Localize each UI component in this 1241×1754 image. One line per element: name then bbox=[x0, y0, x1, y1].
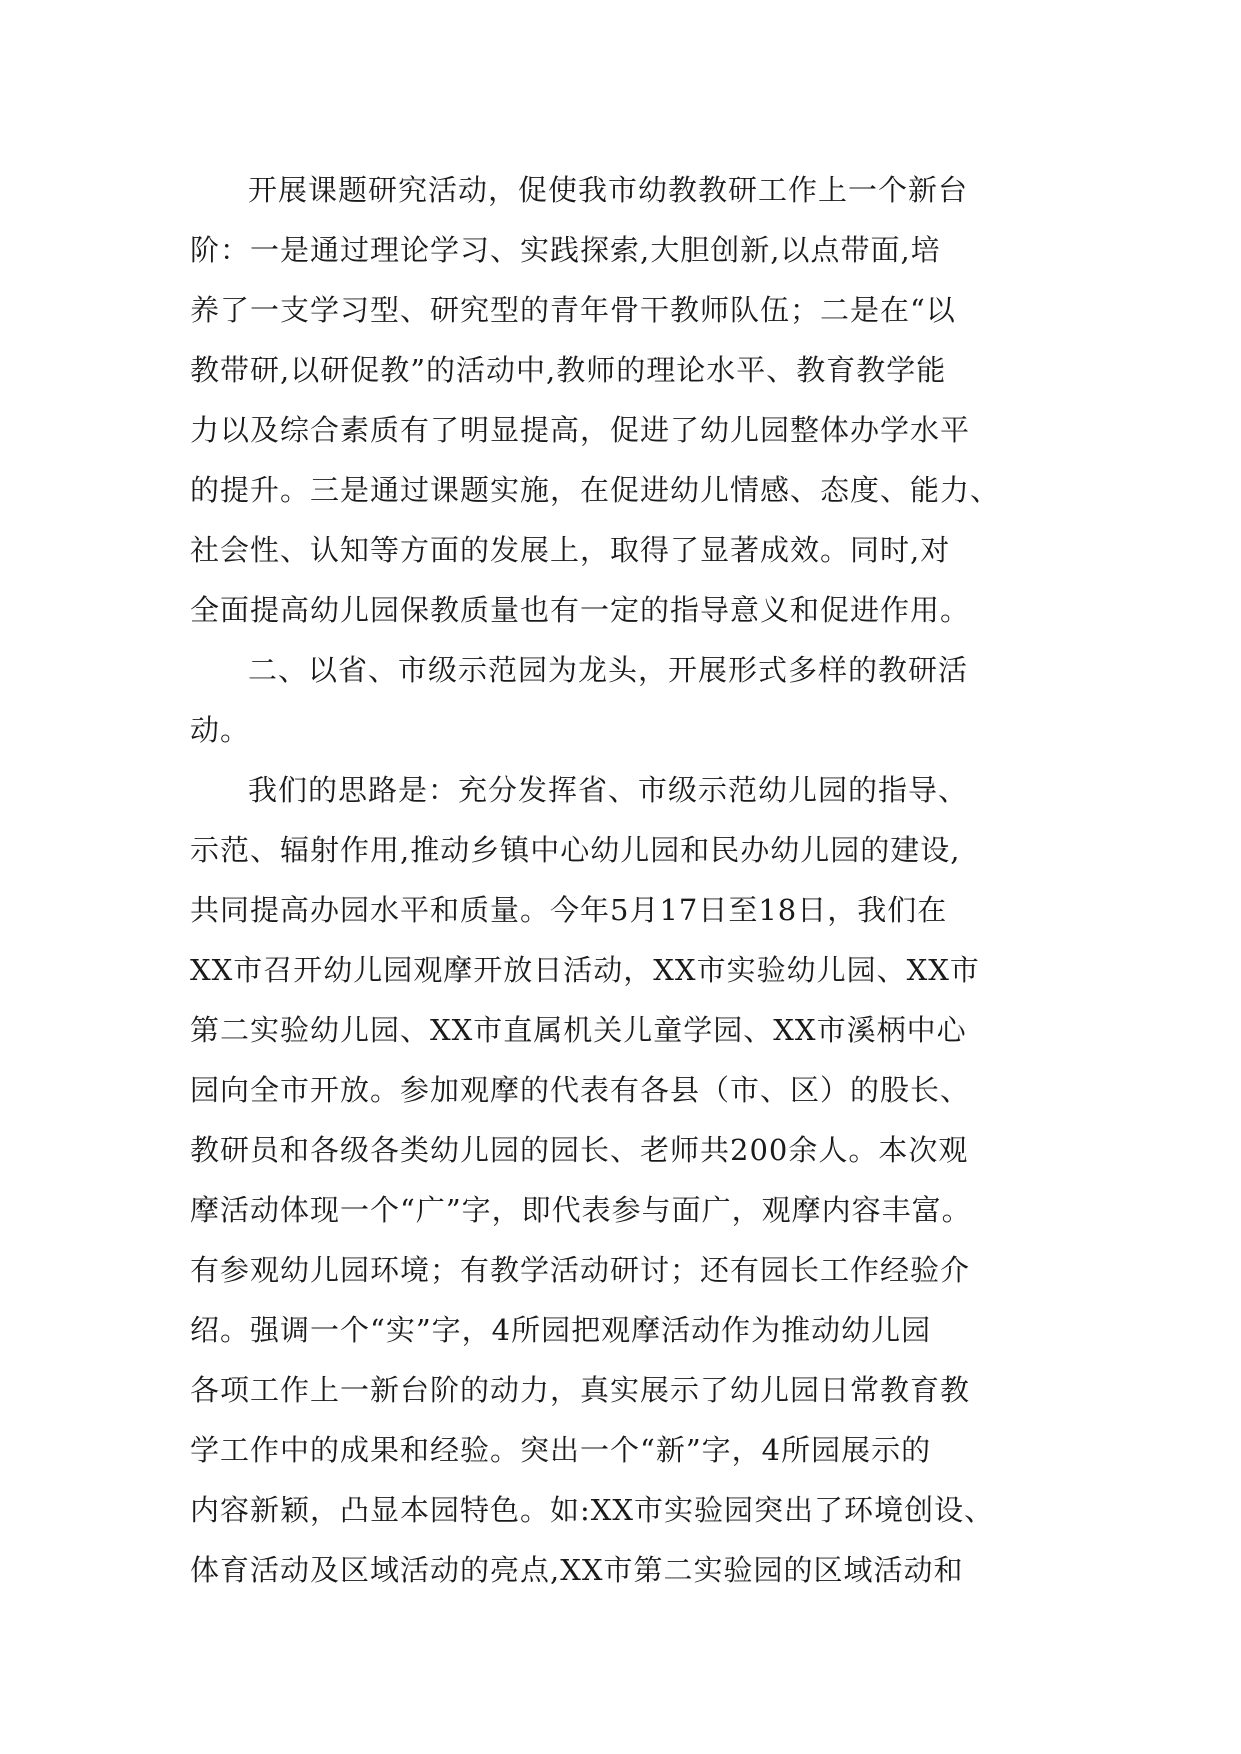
section-heading-continued: 动。 bbox=[190, 713, 251, 747]
text-line: 园向全市开放。参加观摩的代表有各县（市、区）的股长、 bbox=[190, 1073, 971, 1107]
text-line: 阶：一是通过理论学习、实践探索,大胆创新,以点带面,培 bbox=[190, 233, 941, 267]
text-line: 养了一支学习型、研究型的青年骨干教师队伍；二是在“以 bbox=[190, 293, 956, 327]
text-line: 第二实验幼儿园、XX市直属机关儿童学园、XX市溪柄中心 bbox=[190, 1013, 967, 1047]
text-line: 教研员和各级各类幼儿园的园长、老师共200余人。本次观 bbox=[190, 1133, 969, 1167]
text-line: 的提升。三是通过课题实施，在促进幼儿情感、态度、能力、 bbox=[190, 473, 1001, 507]
section-heading: 二、以省、市级示范园为龙头，开展形式多样的教研活 bbox=[248, 653, 969, 687]
text-line: 有参观幼儿园环境；有教学活动研讨；还有园长工作经验介 bbox=[190, 1253, 971, 1287]
text-line: XX市召开幼儿园观摩开放日活动，XX市实验幼儿园、XX市 bbox=[190, 953, 980, 987]
text-line: 示范、辐射作用,推动乡镇中心幼儿园和民办幼儿园的建设, bbox=[190, 833, 961, 867]
body-text bbox=[190, 160, 1070, 1600]
text-line: 全面提高幼儿园保教质量也有一定的指导意义和促进作用。 bbox=[190, 593, 971, 627]
text-line: 摩活动体现一个“广”字，即代表参与面广，观摩内容丰富。 bbox=[190, 1193, 972, 1227]
text-line: 各项工作上一新台阶的动力，真实展示了幼儿园日常教育教 bbox=[190, 1373, 971, 1407]
text-line: 我们的思路是：充分发挥省、市级示范幼儿园的指导、 bbox=[248, 773, 969, 807]
text-line: 力以及综合素质有了明显提高，促进了幼儿园整体办学水平 bbox=[190, 413, 971, 447]
text-line: 体育活动及区域活动的亮点,XX市第二实验园的区域活动和 bbox=[190, 1553, 964, 1587]
text-line: 社会性、认知等方面的发展上，取得了显著成效。同时,对 bbox=[190, 533, 951, 567]
text-line: 共同提高办园水平和质量。今年5月17日至18日，我们在 bbox=[190, 893, 948, 927]
text-line: 教带研,以研促教”的活动中,教师的理论水平、教育教学能 bbox=[190, 353, 947, 387]
text-line: 绍。强调一个“实”字，4所园把观摩活动作为推动幼儿园 bbox=[190, 1313, 932, 1347]
text-line: 开展课题研究活动，促使我市幼教教研工作上一个新台 bbox=[248, 173, 969, 207]
text-line: 学工作中的成果和经验。突出一个“新”字，4所园展示的 bbox=[190, 1433, 932, 1467]
text-line: 内容新颖，凸显本园特色。如:XX市实验园突出了环境创设、 bbox=[190, 1493, 995, 1527]
